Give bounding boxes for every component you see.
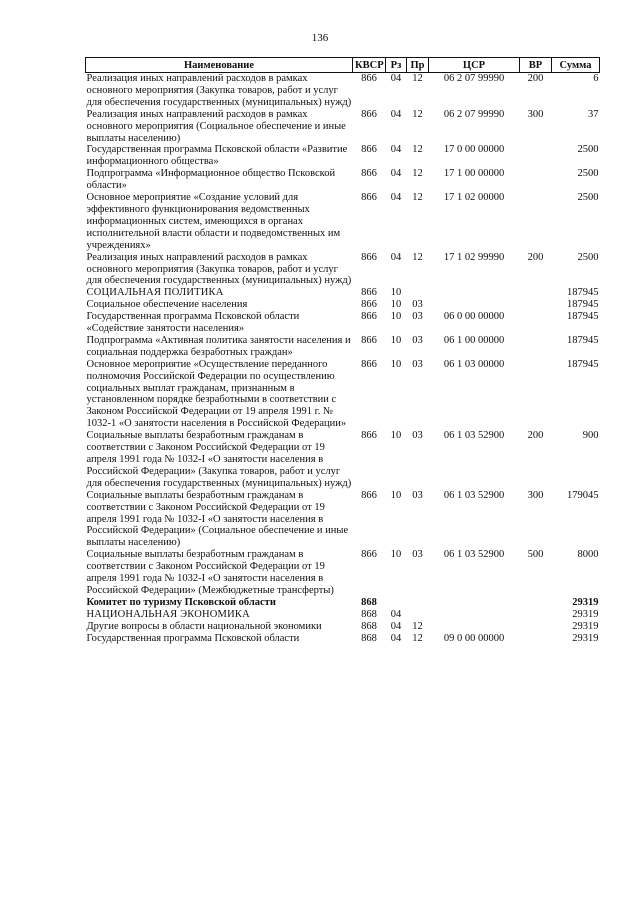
cell-kvsr: 868 — [361, 620, 377, 632]
cell-sum: 29319 — [572, 596, 599, 608]
cell-csr: 06 0 00 00000 — [443, 311, 505, 323]
cell-pr: 12 — [412, 251, 423, 263]
header-pr: Пр — [407, 58, 429, 73]
cell-name: Государственная программа Псковской области «Содействие занятости населения» — [86, 311, 300, 335]
cell-vr: 500 — [527, 549, 544, 561]
cell-kvsr: 868 — [361, 608, 377, 620]
table-row — [86, 335, 600, 359]
cell-rz: 10 — [390, 549, 402, 561]
cell-vr — [520, 609, 552, 621]
cell-vr — [520, 311, 552, 335]
cell-csr: 06 1 03 52900 — [443, 549, 505, 561]
cell-rz — [386, 597, 407, 609]
cell-kvsr: 868 — [361, 596, 377, 608]
cell-sum: 29319 — [572, 620, 599, 632]
cell-sum: 187945 — [567, 287, 599, 299]
cell-csr — [429, 621, 520, 633]
cell-name: Государственная программа Псковской области — [86, 632, 300, 644]
cell-name: СОЦИАЛЬНАЯ ПОЛИТИКА — [86, 287, 224, 299]
cell-name: Комитет по туризму Псковской области — [86, 596, 276, 608]
cell-sum: 187945 — [567, 334, 599, 346]
table-row — [86, 287, 600, 299]
table-body — [86, 73, 600, 645]
cell-vr — [520, 597, 552, 609]
table-row — [86, 490, 600, 550]
table-row — [86, 633, 600, 645]
cell-kvsr: 866 — [361, 168, 377, 180]
cell-rz: 04 — [390, 168, 402, 180]
cell-name: Подпрограмма «Информационное общество Псковской области» — [86, 168, 336, 192]
cell-vr: 200 — [527, 430, 544, 442]
header-name: Наименование — [86, 58, 353, 73]
cell-name: Другие вопросы в области национальной экономики — [86, 620, 322, 632]
page-number: 136 — [311, 32, 329, 44]
table-row — [86, 192, 600, 252]
cell-sum: 187945 — [567, 311, 599, 323]
table-row — [86, 609, 600, 621]
cell-csr: 17 0 00 00000 — [443, 144, 505, 156]
cell-rz: 04 — [390, 251, 402, 263]
cell-kvsr: 866 — [361, 334, 377, 346]
cell-pr: 12 — [412, 192, 423, 204]
cell-pr: 03 — [412, 334, 423, 346]
cell-pr: 03 — [412, 299, 423, 311]
cell-rz: 10 — [390, 299, 402, 311]
table-row — [86, 252, 600, 288]
cell-rz: 10 — [390, 287, 402, 299]
cell-vr — [520, 168, 552, 192]
cell-sum: 2500 — [577, 192, 599, 204]
cell-csr: 17 1 00 00000 — [443, 168, 505, 180]
cell-name: Социальное обеспечение населения — [86, 299, 248, 311]
cell-kvsr: 866 — [361, 73, 377, 84]
table-row — [86, 359, 600, 430]
cell-rz: 10 — [390, 334, 402, 346]
cell-kvsr: 868 — [361, 632, 377, 644]
cell-name: Социальные выплаты безработным гражданам в соответствии с Законом Российской Федерации от 19 апреля 1991 года № 1032-I «О занятости населения в Российской Федерации» (Закупка товаров, работ и услуг для обеспечения государственных (муниципальных) нужд) — [86, 430, 352, 489]
cell-sum: 2500 — [577, 168, 599, 180]
cell-pr — [407, 287, 429, 299]
cell-kvsr: 866 — [361, 430, 377, 442]
cell-rz: 04 — [390, 144, 402, 156]
cell-pr: 12 — [412, 620, 423, 632]
header-vr: ВР — [520, 58, 552, 73]
cell-pr: 03 — [412, 549, 423, 561]
cell-name: Реализация иных направлений расходов в рамках основного мероприятия (Закупка товаров, работ и услуг для обеспечения государственных (муниципальных) нужд) — [86, 73, 352, 108]
cell-vr — [520, 633, 552, 645]
cell-vr: 200 — [527, 251, 544, 263]
cell-pr: 03 — [412, 311, 423, 323]
cell-vr: 300 — [527, 108, 544, 120]
cell-sum: 187945 — [567, 358, 599, 370]
cell-csr: 06 2 07 99990 — [443, 108, 505, 120]
cell-kvsr: 866 — [361, 299, 377, 311]
header-csr: ЦСР — [429, 58, 520, 73]
cell-vr: 300 — [527, 489, 544, 501]
cell-vr — [520, 359, 552, 430]
cell-rz: 10 — [390, 311, 402, 323]
cell-sum: 6 — [593, 73, 599, 84]
cell-name: Социальные выплаты безработным гражданам в соответствии с Законом Российской Федерации от 19 апреля 1991 года № 1032-I «О занятости населения в Российской Федерации» (Социальное обеспечение и иные выплаты населению) — [86, 489, 349, 549]
cell-csr: 17 1 02 99990 — [443, 251, 505, 263]
table-row — [86, 109, 600, 145]
cell-vr — [520, 287, 552, 299]
table-header — [86, 58, 600, 73]
cell-sum: 29319 — [572, 632, 599, 644]
cell-pr: 03 — [412, 489, 423, 501]
cell-csr: 17 1 02 00000 — [443, 192, 505, 204]
table-row — [86, 168, 600, 192]
cell-kvsr: 866 — [361, 489, 377, 501]
cell-pr: 12 — [412, 144, 423, 156]
cell-vr — [520, 335, 552, 359]
cell-pr: 12 — [412, 73, 423, 84]
cell-name: Социальные выплаты безработным гражданам в соответствии с Законом Российской Федерации от 19 апреля 1991 года № 1032-I «О занятости населения в Российской Федерации» (Межбюджетные трансферты) — [86, 549, 334, 596]
budget-table — [85, 57, 600, 645]
cell-name: Государственная программа Псковской области «Развитие информационного общества» — [86, 144, 348, 168]
cell-name: Основное мероприятие «Создание условий для эффективного функционирования ведомственных информационных систем, имеющихся в органах исполнительной власти области и подведомственных им учреждениях» — [86, 192, 341, 251]
cell-rz: 10 — [390, 489, 402, 501]
cell-name: НАЦИОНАЛЬНАЯ ЭКОНОМИКА — [86, 608, 250, 620]
cell-kvsr: 866 — [361, 251, 377, 263]
table-row — [86, 549, 600, 597]
table-row — [86, 299, 600, 311]
cell-name: Основное мероприятие «Осуществление переданного полномочия Российской Федерации по осуществлению социальных выплат гражданам, признанным в установленном порядке безработными в соответствии с Законом Российской Федерации от 19 апреля 1991 г. № 1032-1 «О занятости населения в Российской Федерации» — [86, 358, 347, 430]
cell-csr — [429, 299, 520, 311]
cell-csr: 09 0 00 00000 — [443, 632, 505, 644]
cell-sum: 187945 — [567, 299, 599, 311]
cell-pr: 12 — [412, 168, 423, 180]
cell-csr: 06 1 03 52900 — [443, 430, 505, 442]
cell-rz: 04 — [390, 108, 402, 120]
cell-sum: 2500 — [577, 144, 599, 156]
header-rz: Рз — [386, 58, 407, 73]
cell-sum: 29319 — [572, 608, 599, 620]
cell-kvsr: 866 — [361, 311, 377, 323]
cell-pr: 12 — [412, 108, 423, 120]
cell-csr: 06 2 07 99990 — [443, 73, 505, 84]
cell-csr — [429, 287, 520, 299]
header-kvsr: КВСР — [353, 58, 386, 73]
cell-rz: 04 — [390, 73, 402, 84]
cell-pr: 03 — [412, 430, 423, 442]
cell-sum: 37 — [588, 108, 599, 120]
table-row — [86, 144, 600, 168]
cell-rz: 10 — [390, 358, 402, 370]
cell-csr — [429, 597, 520, 609]
cell-kvsr: 866 — [361, 287, 377, 299]
cell-rz: 04 — [390, 608, 402, 620]
cell-sum: 900 — [582, 430, 599, 442]
cell-csr — [429, 609, 520, 621]
cell-rz: 04 — [390, 192, 402, 204]
cell-kvsr: 866 — [361, 108, 377, 120]
cell-csr: 06 1 03 52900 — [443, 489, 505, 501]
table-row — [86, 311, 600, 335]
table-row — [86, 73, 600, 109]
cell-name: Подпрограмма «Активная политика занятости населения и социальная поддержка безработных граждан» — [86, 334, 351, 358]
cell-sum: 179045 — [567, 489, 599, 501]
cell-vr — [520, 144, 552, 168]
cell-pr: 12 — [412, 632, 423, 644]
cell-pr — [407, 609, 429, 621]
cell-kvsr: 866 — [361, 144, 377, 156]
table-row — [86, 597, 600, 609]
cell-sum: 2500 — [577, 251, 599, 263]
table-row — [86, 430, 600, 490]
cell-kvsr: 866 — [361, 192, 377, 204]
cell-pr: 03 — [412, 358, 423, 370]
cell-pr — [407, 597, 429, 609]
header-sum: Сумма — [552, 58, 600, 73]
cell-vr — [520, 192, 552, 252]
cell-csr: 06 1 03 00000 — [443, 358, 505, 370]
cell-rz: 04 — [390, 620, 402, 632]
cell-vr — [520, 621, 552, 633]
cell-kvsr: 866 — [361, 358, 377, 370]
cell-rz: 04 — [390, 632, 402, 644]
cell-name: Реализация иных направлений расходов в рамках основного мероприятия (Социальное обеспечение и иные выплаты населению) — [86, 108, 346, 144]
cell-rz: 10 — [390, 430, 402, 442]
cell-name: Реализация иных направлений расходов в рамках основного мероприятия (Закупка товаров, работ и услуг для обеспечения государственных (муниципальных) нужд) — [86, 251, 352, 287]
cell-sum: 8000 — [577, 549, 599, 561]
cell-csr: 06 1 00 00000 — [443, 334, 505, 346]
table-row — [86, 621, 600, 633]
cell-kvsr: 866 — [361, 549, 377, 561]
cell-vr — [520, 299, 552, 311]
cell-vr: 200 — [527, 73, 544, 84]
